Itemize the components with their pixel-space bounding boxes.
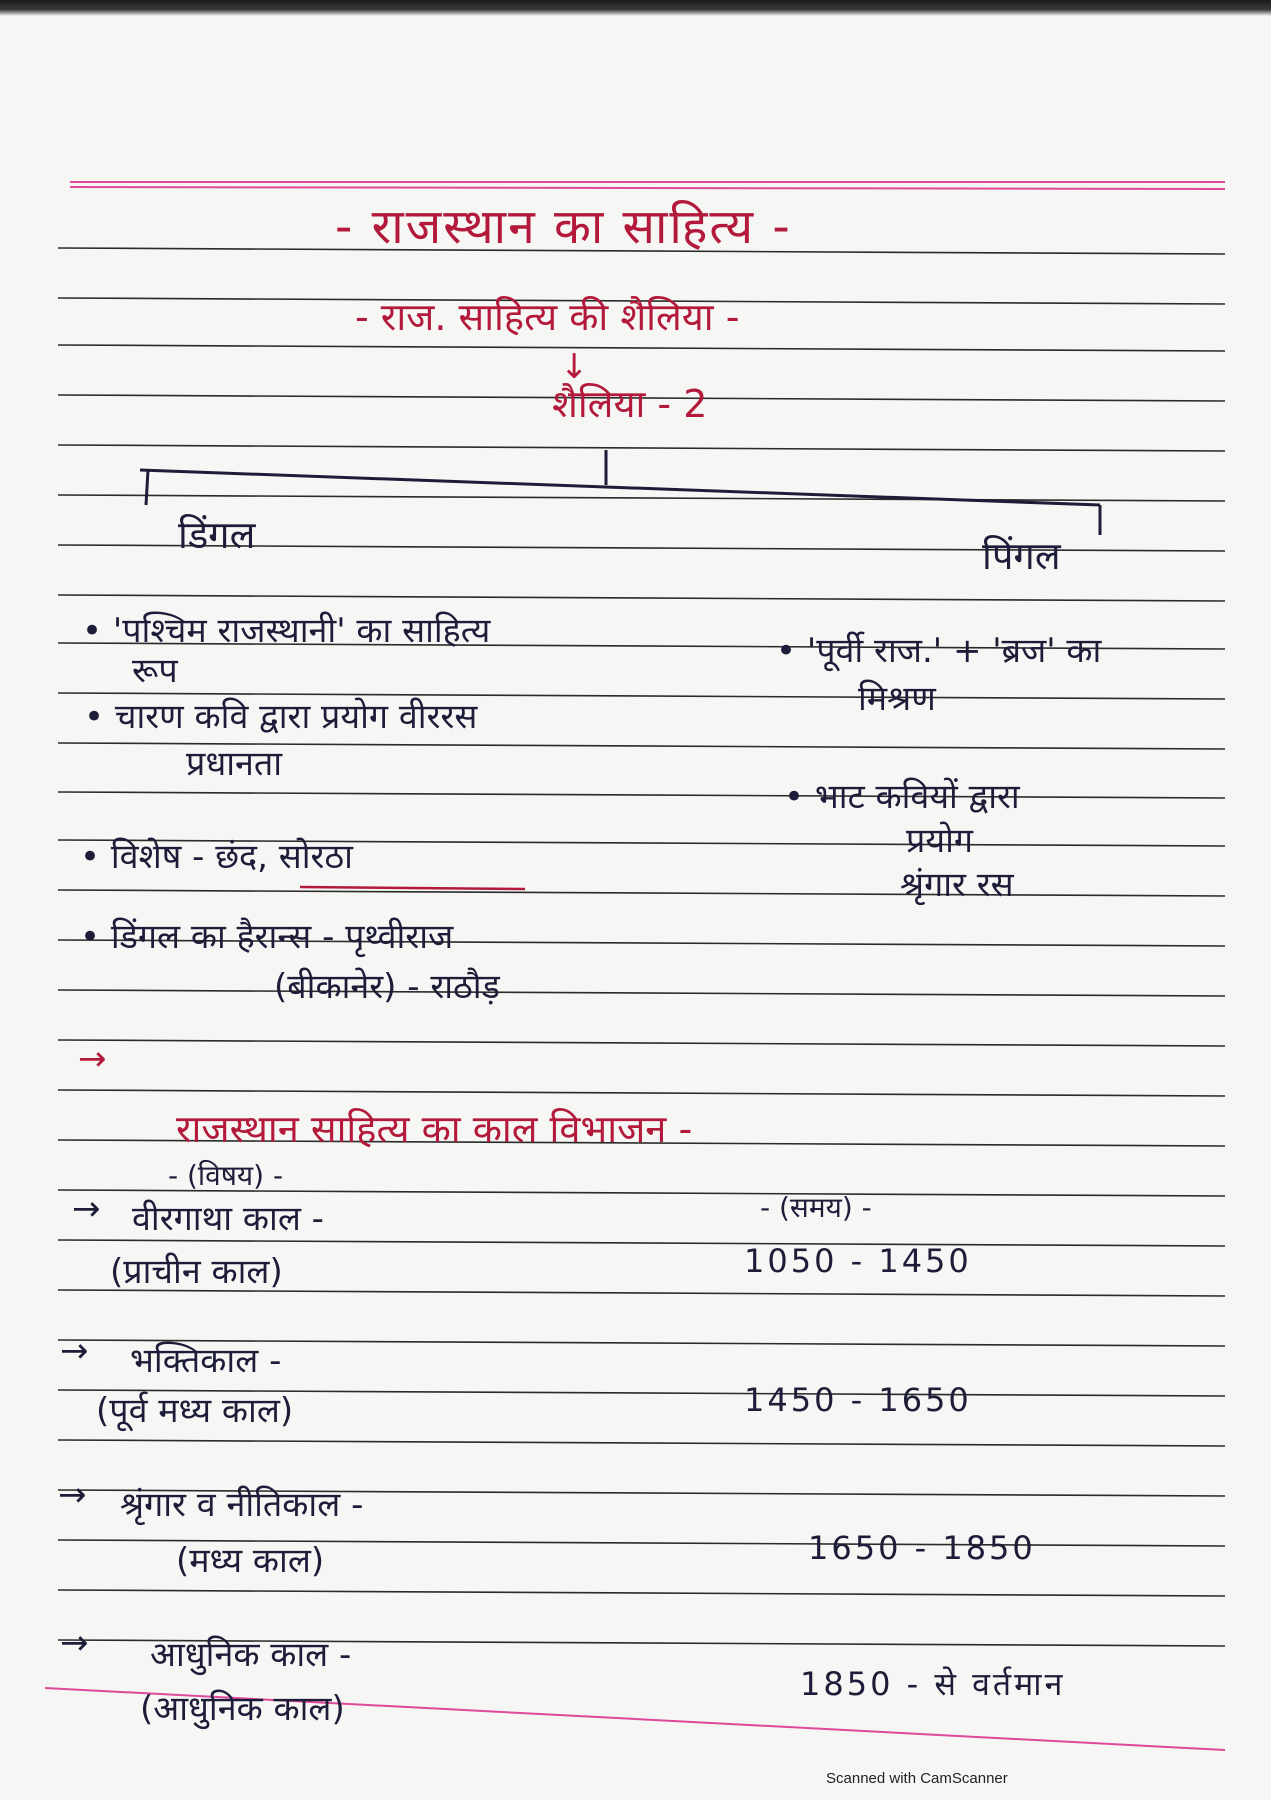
dingal-point-2: • चारण कवि द्वारा प्रयोग वीररस [84, 697, 478, 737]
pingal-heading: पिंगल [982, 534, 1061, 578]
period-name: वीरगाथा काल - [132, 1199, 324, 1239]
scanner-watermark: Scanned with CamScanner [826, 1770, 1008, 1787]
rule-line [58, 792, 1225, 798]
period-years: 1650 - 1850 [808, 1529, 1036, 1567]
rule-line [58, 1090, 1225, 1096]
down-arrow: ↓ [560, 347, 589, 387]
dingal-point-1: • 'पश्चिम राजस्थानी' का साहित्य [82, 611, 491, 651]
rule-line [58, 1240, 1225, 1246]
period-alias: (मध्य काल) [176, 1541, 325, 1581]
dingal-point-2-cont: प्रधानता [186, 744, 283, 784]
period-years: 1850 - से वर्तमान [800, 1665, 1066, 1703]
pingal-point-1: • 'पूर्वी राज.' + 'ब्रज' का [776, 631, 1102, 671]
rule-line [58, 595, 1225, 601]
periods-heading: राजस्थान साहित्य का काल विभाजन - [176, 1107, 693, 1151]
period-years: 1450 - 1650 [744, 1381, 972, 1419]
pingal-point-2-cont: प्रयोग [906, 821, 974, 861]
rule-line [58, 990, 1225, 996]
style-tree-bracket [140, 450, 1100, 535]
period-arrow: → [72, 1189, 101, 1229]
page-subtitle: - राज. साहित्य की शैलिया - [355, 295, 740, 339]
section-arrow: → [78, 1039, 107, 1079]
period-years: 1050 - 1450 [744, 1242, 972, 1280]
rule-line [58, 495, 1225, 501]
top-pink-line-2 [70, 187, 1225, 189]
rule-line [58, 445, 1225, 451]
rule-line [58, 345, 1225, 351]
pingal-point-2-cont-2: श्रृंगार रस [900, 865, 1014, 905]
dingal-heading: डिंगल [178, 513, 256, 557]
rule-line [58, 890, 1225, 896]
dingal-point-3: • विशेष - छंद, सोरठा [80, 837, 353, 877]
period-alias: (आधुनिक काल) [140, 1689, 345, 1729]
period-name: आधुनिक काल - [150, 1635, 352, 1675]
col-time-label: - (समय) - [760, 1191, 872, 1224]
dingal-point-4: • डिंगल का हैरान्स - पृथ्वीराज [80, 917, 454, 957]
pingal-point-1-cont: मिश्रण [858, 679, 936, 719]
period-arrow: → [60, 1623, 89, 1663]
rule-line [58, 1440, 1225, 1446]
period-arrow: → [58, 1475, 87, 1515]
styles-heading: शैलिया - 2 [552, 382, 708, 426]
rule-line [58, 1040, 1225, 1046]
period-name: श्रृंगार व नीतिकाल - [120, 1485, 364, 1525]
period-name: भक्तिकाल - [130, 1341, 282, 1381]
col-subject-label: - (विषय) - [168, 1159, 284, 1192]
period-alias: (प्राचीन काल) [110, 1252, 283, 1292]
rule-line [58, 1590, 1225, 1596]
dingal-point-4-cont: (बीकानेर) - राठौड़ [274, 967, 500, 1007]
underline-chhand [300, 887, 525, 889]
page-title: - राजस्थान का साहित्य - [335, 199, 792, 255]
pingal-point-2: • भाट कवियों द्वारा [784, 777, 1020, 817]
dingal-point-1-cont: रूप [132, 651, 178, 691]
period-arrow: → [60, 1331, 89, 1371]
period-alias: (पूर्व मध्य काल) [96, 1391, 294, 1431]
